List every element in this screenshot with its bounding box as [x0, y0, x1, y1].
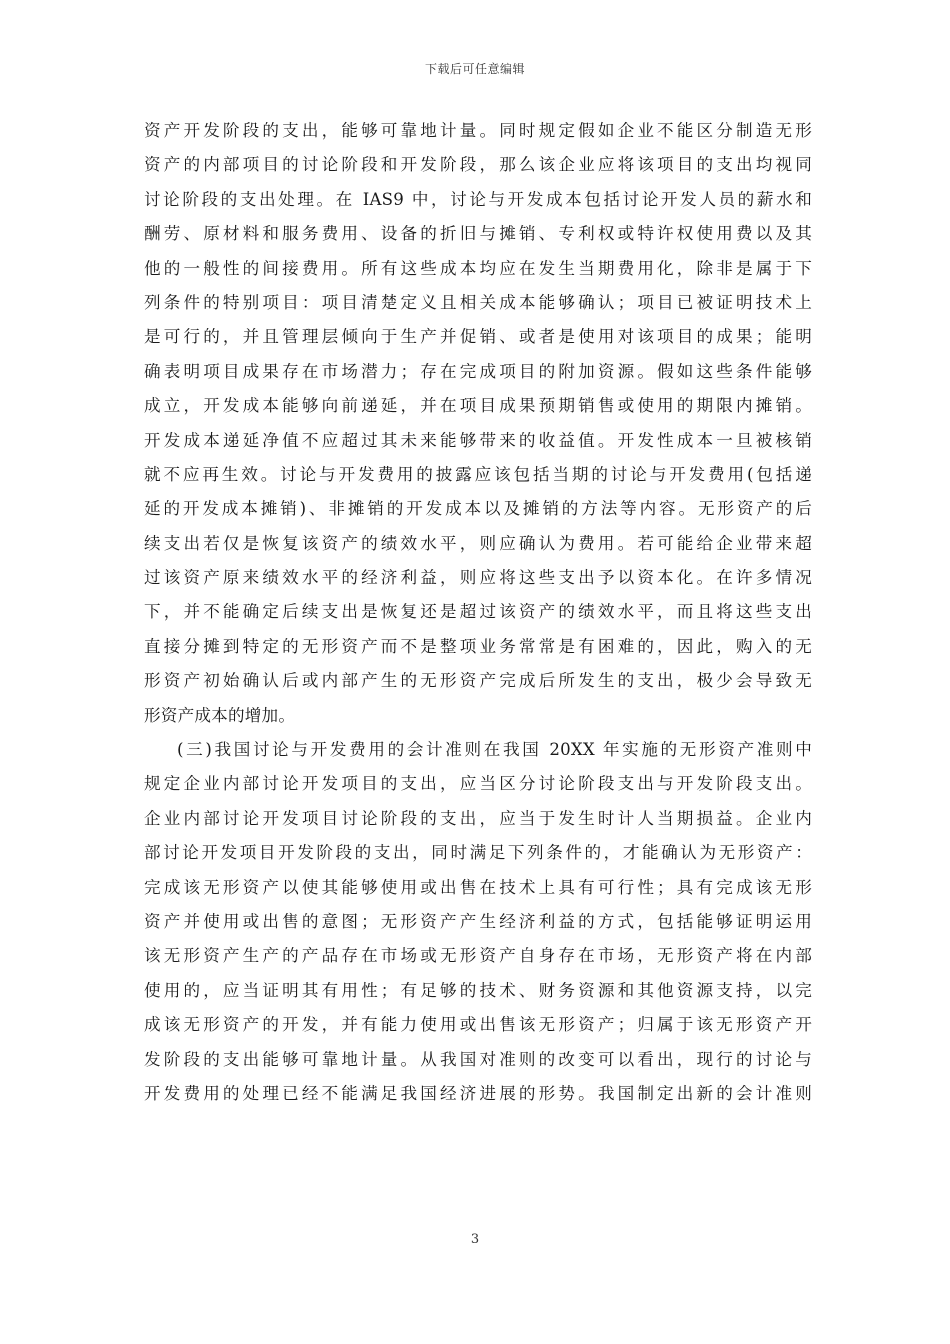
text-line: 资产的内部项目的讨论阶段和开发阶段，那么该企业应将该项目的支出均视同: [144, 155, 812, 175]
text-line: 酬劳、原材料和服务费用、设备的折旧与摊销、专利权或特许权使用费以及其: [144, 224, 812, 244]
paragraph: [144, 114, 812, 733]
text-line: 就不应再生效。讨论与开发费用的披露应该包括当期的讨论与开发费用(包括递: [144, 464, 812, 484]
text-line: 资产开发阶段的支出，能够可靠地计量。同时规定假如企业不能区分制造无形: [144, 121, 812, 140]
page-header: 下载后可任意编辑: [424, 62, 525, 76]
text-line: 企业内部讨论开发项目讨论阶段的支出，应当于发生时计人当期损益。企业内: [144, 808, 812, 828]
text-line: 规定企业内部讨论开发项目的支出，应当区分讨论阶段支出与开发阶段支出。: [144, 774, 812, 794]
text-line: 该无形资产生产的产品存在市场或无形资产自身存在市场，无形资产将在内部: [144, 946, 812, 966]
text-line: 讨论阶段的支出处理。在 IAS9 中，讨论与开发成本包括讨论开发人员的薪水和: [144, 189, 812, 209]
text-line: 开发费用的处理已经不能满足我国经济进展的形势。我国制定出新的会计准则: [144, 1083, 812, 1103]
text-line: 形资产初始确认后或内部产生的无形资产完成后所发生的支出，极少会导致无: [144, 671, 812, 691]
text-line: 成立，开发成本能够向前递延，并在项目成果预期销售或使用的期限内摊销。: [144, 396, 812, 416]
text-line: 列条件的特别项目：项目清楚定义且相关成本能够确认；项目已被证明技术上: [144, 292, 812, 312]
text-line: 下，并不能确定后续支出是恢复还是超过该资产的绩效水平，而且将这些支出: [144, 602, 812, 622]
text-line: 延的开发成本摊销)、非摊销的开发成本以及摊销的方法等内容。无形资产的后: [144, 499, 812, 519]
text-line: 形资产成本的增加。: [144, 705, 296, 725]
text-line: 是可行的，并且管理层倾向于生产并促销、或者是使用对该项目的成果；能明: [144, 327, 812, 347]
text-line: 成该无形资产的开发，并有能力使用或出售该无形资产；归属于该无形资产开: [144, 1015, 812, 1035]
text-line: 发阶段的支出能够可靠地计量。从我国对准则的改变可以看出，现行的讨论与: [144, 1049, 812, 1069]
text-line: 确表明项目成果存在市场潜力；存在完成项目的附加资源。假如这些条件能够: [144, 361, 812, 381]
text-line: 续支出若仅是恢复该资产的绩效水平，则应确认为费用。若可能给企业带来超: [144, 533, 812, 553]
text-line: 他的一般性的间接费用。所有这些成本均应在发生当期费用化，除非是属于下: [144, 258, 812, 278]
body-text: [144, 114, 812, 1111]
page-number: 3: [470, 1232, 480, 1247]
text-line: 开发成本递延净值不应超过其未来能够带来的收益值。开发性成本一旦被核销: [144, 430, 812, 450]
paragraph: [144, 733, 812, 1111]
text-line: 部讨论开发项目开发阶段的支出，同时满足下列条件的，才能确认为无形资产：: [144, 843, 812, 863]
text-line: (三)我国讨论与开发费用的会计准则在我国 20XX 年实施的无形资产准则中: [177, 740, 812, 760]
text-line: 使用的，应当证明其有用性；有足够的技术、财务资源和其他资源支持，以完: [144, 980, 812, 1000]
text-line: 直接分摊到特定的无形资产而不是整项业务常常是有困难的，因此，购入的无: [144, 636, 812, 656]
text-line: 资产并使用或出售的意图；无形资产产生经济利益的方式，包括能够证明运用: [144, 911, 812, 931]
text-line: 完成该无形资产以使其能够使用或出售在技术上具有可行性；具有完成该无形: [144, 877, 812, 897]
text-line: 过该资产原来绩效水平的经济利益，则应将这些支出予以资本化。在许多情况: [144, 568, 812, 588]
